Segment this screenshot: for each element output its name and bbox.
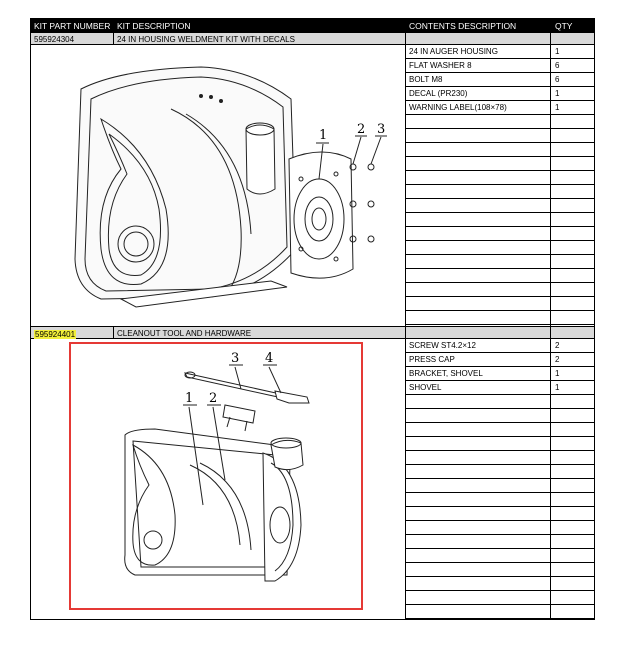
table-row [405,437,595,451]
callout-label: 4 [265,351,274,366]
content-description: BRACKET, SHOVEL [409,369,483,378]
divider [550,409,551,422]
divider [550,255,551,268]
kit-row [31,33,594,45]
table-row [405,199,595,213]
content-qty: 6 [555,61,560,70]
table-row [405,171,595,185]
divider [550,45,551,58]
callout-label: 2 [209,391,218,406]
table-row [405,479,595,493]
content-qty: 1 [555,383,560,392]
table-row [405,549,595,563]
content-description: PRESS CAP [409,355,455,364]
divider [550,241,551,254]
table-row [405,115,595,129]
divider [550,521,551,534]
table-row [405,605,595,619]
table-row [405,157,595,171]
table-row [405,129,595,143]
table-row [405,73,595,87]
table-row [405,227,595,241]
divider [550,185,551,198]
divider [550,563,551,576]
content-qty: 1 [555,369,560,378]
divider [550,395,551,408]
divider [550,59,551,72]
header-kit-description: KIT DESCRIPTION [117,21,191,31]
table-row [405,493,595,507]
callout-label: 1 [319,128,328,143]
kit-description: CLEANOUT TOOL AND HARDWARE [117,328,252,338]
divider [550,199,551,212]
divider [550,479,551,492]
divider [550,591,551,604]
contents-list [405,339,595,619]
header-qty: QTY [555,21,573,31]
divider [550,283,551,296]
table-row [405,409,595,423]
divider [550,87,551,100]
table-row [405,353,595,367]
content-qty: 2 [555,341,560,350]
table-row [405,507,595,521]
content-description: DECAL (PR230) [409,89,468,98]
callout-label: 2 [357,122,366,137]
content-qty: 6 [555,75,560,84]
table-row [405,213,595,227]
kit-row: 595924401 CLEANOUT TOOL AND HARDWARE [31,326,594,339]
content-qty: 2 [555,355,560,364]
divider [550,451,551,464]
table-row [405,591,595,605]
auger-housing-drawing [61,49,391,319]
content-description: BOLT M8 [409,75,443,84]
table-row [405,87,595,101]
table-row [405,255,595,269]
divider [550,577,551,590]
divider [550,101,551,114]
divider [550,465,551,478]
divider [550,143,551,156]
divider [550,353,551,366]
table-row [405,577,595,591]
divider [550,381,551,394]
callout-label: 1 [185,391,194,406]
divider [550,73,551,86]
content-description: SHOVEL [409,383,442,392]
divider [550,535,551,548]
divider [550,339,551,352]
divider [550,549,551,562]
table-row [405,59,595,73]
table-row [405,297,595,311]
content-description: 24 IN AUGER HOUSING [409,47,498,56]
header-kit-part-number: KIT PART NUMBER [34,21,111,31]
divider [550,605,551,618]
table-row [405,143,595,157]
table-row [405,241,595,255]
content-description: WARNING LABEL(108×78) [409,103,507,112]
divider [550,437,551,450]
table-row [405,465,595,479]
divider [113,33,114,45]
callout-label: 3 [231,351,240,366]
content-qty: 1 [555,89,560,98]
kit-part-number: 595924304 [34,34,75,44]
header-contents-description: CONTENTS DESCRIPTION [409,21,517,31]
highlight-box [69,342,363,610]
table-row [405,101,595,115]
content-qty: 1 [555,47,560,56]
table-row [405,339,595,353]
kit-description: 24 IN HOUSING WELDMENT KIT WITH DECALS [117,34,295,44]
divider [550,367,551,380]
table-row [405,423,595,437]
contents-list [405,45,595,326]
table-row [405,269,595,283]
content-description: FLAT WASHER 8 [409,61,472,70]
parts-sheet [30,18,595,620]
divider [113,326,114,339]
table-row [405,185,595,199]
table-row [405,311,595,325]
divider [550,171,551,184]
table-row [405,395,595,409]
divider [550,493,551,506]
table-row [405,563,595,577]
table-row [405,45,595,59]
table-row [405,521,595,535]
callout-label: 3 [377,122,386,137]
table-row [405,283,595,297]
divider [550,157,551,170]
divider [550,269,551,282]
table-row [405,367,595,381]
table-header [31,19,594,33]
divider [550,227,551,240]
table-row [405,381,595,395]
divider [550,311,551,324]
table-row [405,535,595,549]
divider [550,507,551,520]
divider [550,213,551,226]
content-qty: 1 [555,103,560,112]
divider [550,297,551,310]
divider [550,423,551,436]
table-row [405,451,595,465]
content-description: SCREW ST4.2×12 [409,341,476,350]
divider [550,115,551,128]
divider [550,129,551,142]
